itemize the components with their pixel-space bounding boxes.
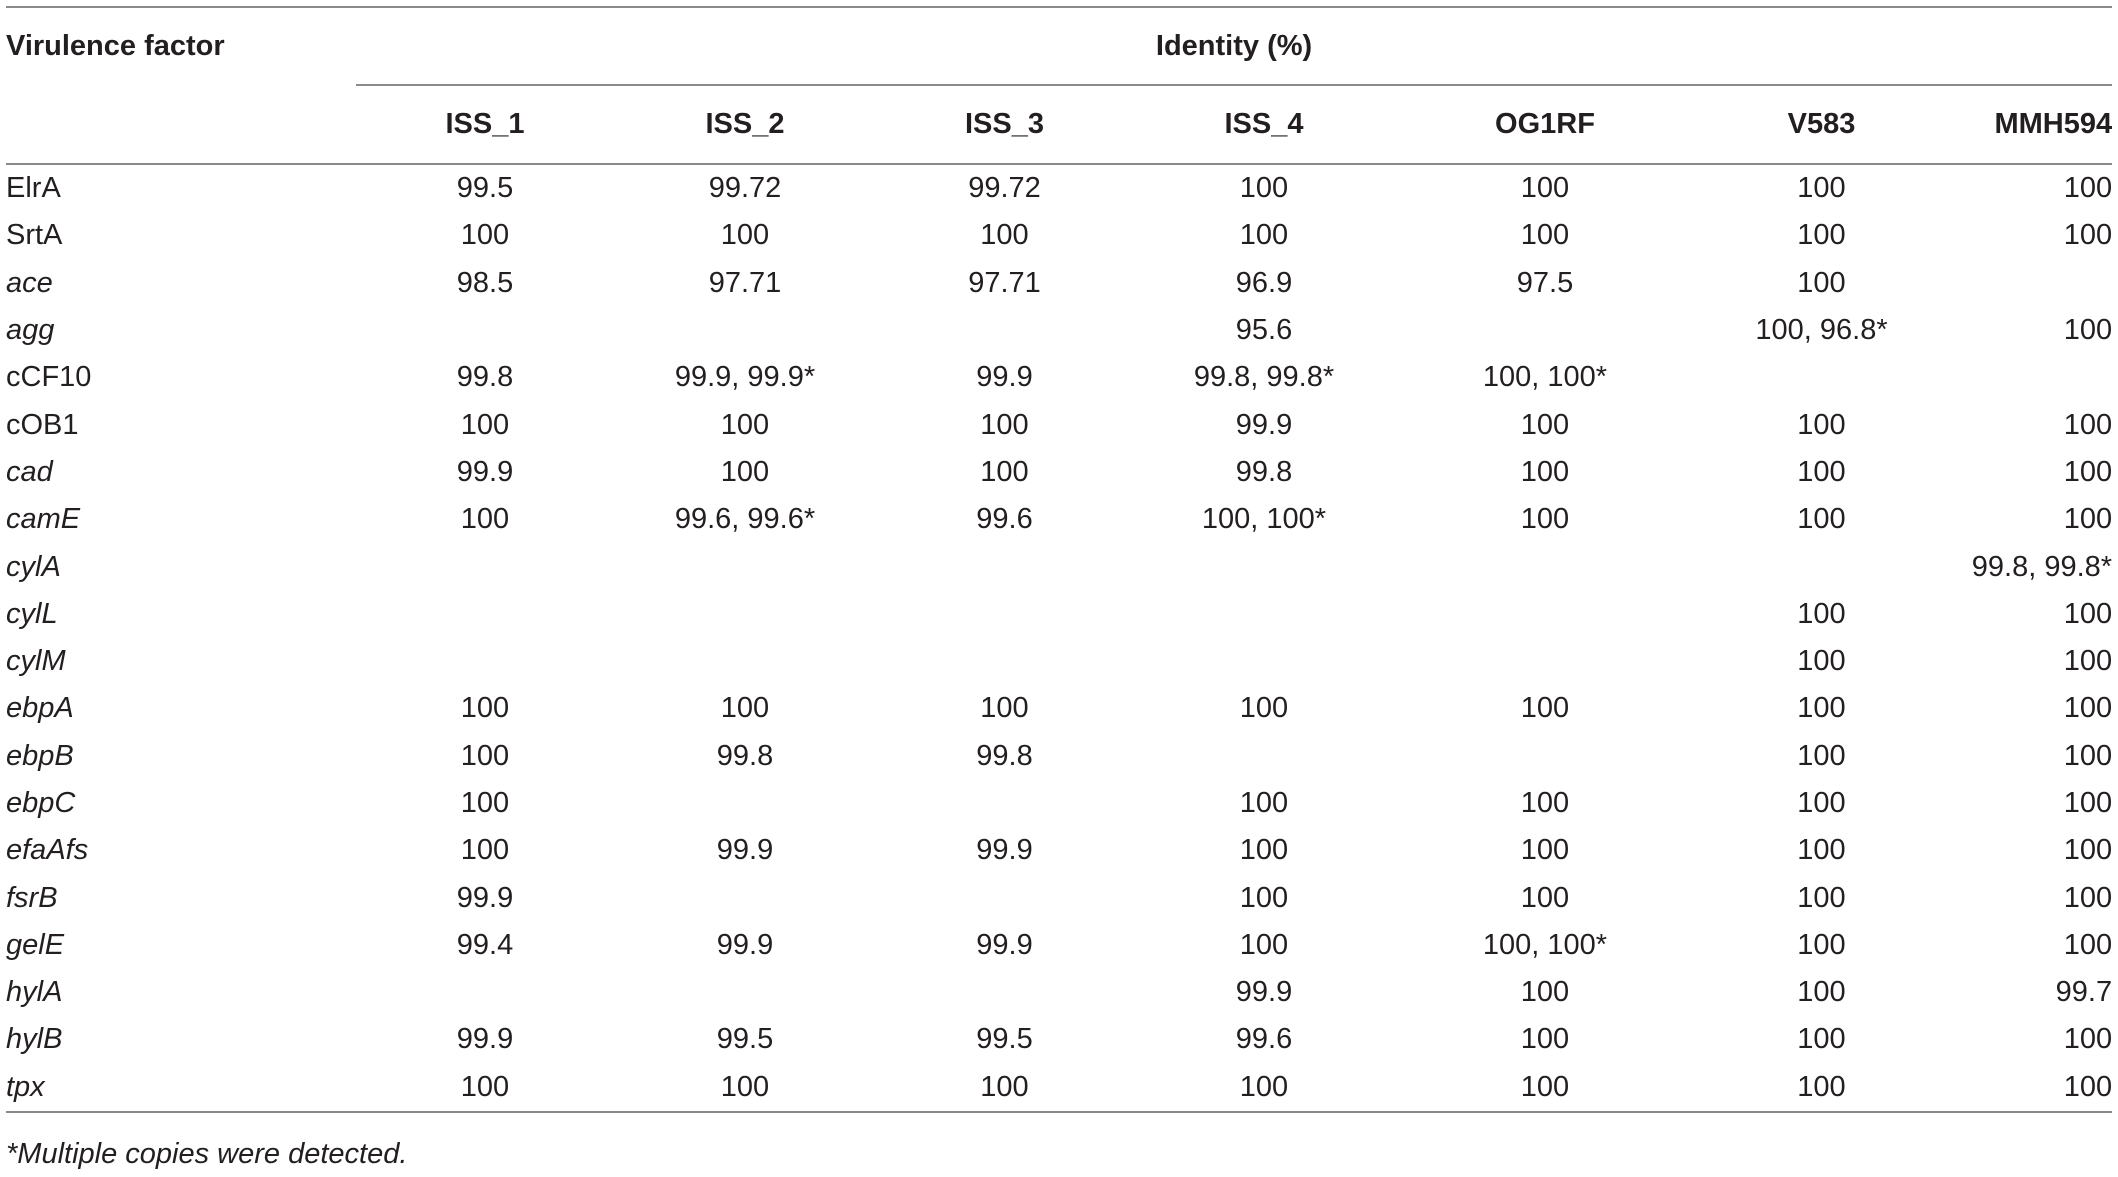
identity-cell bbox=[876, 874, 1133, 921]
column-header: ISS_3 bbox=[876, 85, 1133, 164]
identity-cell bbox=[356, 638, 614, 685]
virulence-factor-name: cOB1 bbox=[6, 408, 79, 441]
identity-cell: 100 bbox=[1520, 503, 1570, 536]
table-row bbox=[6, 354, 2112, 401]
table-row bbox=[6, 496, 2112, 543]
identity-cell bbox=[1395, 638, 1695, 685]
identity-cell: 99.8, 99.8* bbox=[1193, 361, 1335, 394]
column-header: ISS_1 bbox=[356, 85, 614, 164]
identity-cell: 100 bbox=[720, 219, 770, 252]
table-row bbox=[6, 401, 2112, 448]
identity-cell bbox=[1395, 733, 1695, 780]
identity-cell bbox=[1133, 638, 1395, 685]
identity-cell: 100 bbox=[614, 1064, 876, 1112]
identity-cell: 99.9 bbox=[456, 455, 514, 488]
identity-cell: 100 bbox=[720, 692, 770, 725]
identity-cell: 99.4 bbox=[456, 928, 514, 961]
identity-cell: 100 bbox=[2063, 314, 2113, 347]
identity-cell: 100 bbox=[1797, 408, 1846, 441]
identity-cell bbox=[1395, 543, 1695, 590]
identity-cell: 100 bbox=[2063, 645, 2113, 678]
identity-cell: 95.6 bbox=[1235, 314, 1293, 347]
identity-cell: 100 bbox=[1520, 1023, 1570, 1056]
identity-cell: 100 bbox=[980, 408, 1029, 441]
identity-cell bbox=[1395, 307, 1695, 354]
identity-cell: 100 bbox=[1797, 1023, 1846, 1056]
identity-cell: 100 bbox=[1797, 692, 1846, 725]
table-row bbox=[6, 1016, 2112, 1063]
identity-cell: 100 bbox=[460, 739, 510, 772]
identity-cell: 100 bbox=[1520, 787, 1570, 819]
virulence-factor-name: ace bbox=[6, 266, 53, 299]
identity-cell bbox=[614, 969, 876, 1016]
identity-cell: 100 bbox=[1239, 787, 1289, 819]
identity-cell: 100 bbox=[1133, 1064, 1395, 1112]
header-row-strains bbox=[6, 85, 2112, 164]
identity-cell: 100, 96.8* bbox=[1755, 314, 1888, 347]
virulence-factor-name: SrtA bbox=[6, 219, 63, 252]
identity-cell: 99.6 bbox=[976, 503, 1033, 536]
identity-cell: 99.9 bbox=[456, 1023, 514, 1056]
identity-cell: 100 bbox=[460, 692, 510, 725]
identity-cell: 100 bbox=[460, 787, 510, 819]
identity-cell: 97.71 bbox=[708, 266, 782, 299]
identity-cell bbox=[1948, 354, 2112, 401]
identity-cell: 98.5 bbox=[456, 266, 514, 299]
header-spacer bbox=[6, 85, 356, 164]
identity-cell: 99.8 bbox=[976, 739, 1033, 772]
identity-cell: 100 bbox=[1797, 976, 1846, 1009]
identity-cell bbox=[614, 874, 876, 921]
virulence-factor-name: cad bbox=[6, 455, 53, 488]
virulence-factor-name: gelE bbox=[6, 928, 65, 961]
identity-cell: 100 bbox=[1239, 692, 1289, 725]
identity-cell: 99.9 bbox=[456, 881, 514, 914]
identity-cell: 96.9 bbox=[1235, 266, 1293, 299]
virulence-factor-name: tpx bbox=[6, 1064, 356, 1112]
table-row bbox=[6, 827, 2112, 874]
identity-cell: 100 bbox=[720, 455, 770, 488]
virulence-factor-name: efaAfs bbox=[6, 834, 89, 867]
identity-cell: 100 bbox=[460, 219, 510, 252]
identity-cell: 99.8 bbox=[1235, 455, 1293, 488]
identity-cell: 97.71 bbox=[968, 266, 1041, 299]
identity-cell: 100, 100* bbox=[1201, 503, 1327, 536]
virulence-factor-header: Virulence factor bbox=[6, 7, 356, 85]
identity-cell: 100 bbox=[1239, 881, 1289, 914]
virulence-factor-name: hylA bbox=[6, 976, 63, 1009]
identity-cell: 100 bbox=[1797, 219, 1846, 252]
identity-cell: 100 bbox=[2063, 692, 2113, 725]
virulence-factor-name: agg bbox=[6, 314, 55, 347]
identity-cell: 100 bbox=[1695, 1064, 1948, 1112]
identity-cell: 99.5 bbox=[976, 1023, 1033, 1056]
virulence-factor-name: cylA bbox=[6, 550, 61, 583]
identity-cell: 100 bbox=[2063, 787, 2113, 819]
table-row bbox=[6, 591, 2112, 638]
identity-cell: 100 bbox=[1520, 219, 1570, 252]
table-row bbox=[6, 733, 2112, 780]
identity-cell: 100 bbox=[1239, 834, 1289, 867]
identity-cell: 100 bbox=[1239, 928, 1289, 961]
identity-cell bbox=[1395, 591, 1695, 638]
identity-cell: 100 bbox=[1520, 976, 1570, 1009]
column-header: ISS_2 bbox=[614, 85, 876, 164]
identity-cell: 100 bbox=[980, 455, 1029, 488]
identity-cell: 100 bbox=[460, 503, 510, 536]
identity-cell: 100 bbox=[2063, 219, 2113, 252]
identity-cell bbox=[614, 307, 876, 354]
virulence-factor-name: cylM bbox=[6, 645, 66, 678]
identity-cell: 99.9 bbox=[976, 361, 1033, 394]
virulence-factor-name: cCF10 bbox=[6, 361, 92, 394]
identity-header: Identity (%) bbox=[356, 7, 2112, 85]
identity-cell: 100 bbox=[2063, 455, 2113, 488]
identity-cell: 100 bbox=[2063, 1023, 2113, 1056]
table-row bbox=[6, 874, 2112, 921]
virulence-factor-name: ebpC bbox=[6, 787, 76, 819]
identity-cell: 99.9 bbox=[1235, 408, 1293, 441]
virulence-identity-table bbox=[6, 6, 2112, 1113]
identity-cell bbox=[1133, 733, 1395, 780]
identity-cell: 100, 100* bbox=[1482, 361, 1608, 394]
virulence-factor-name: camE bbox=[6, 503, 81, 536]
identity-cell: 99.9 bbox=[976, 928, 1033, 961]
column-header: MMH594 bbox=[1948, 85, 2112, 164]
identity-cell: 100 bbox=[460, 834, 510, 867]
identity-cell bbox=[876, 638, 1133, 685]
identity-cell: 100 bbox=[2063, 597, 2113, 630]
identity-cell bbox=[1695, 354, 1948, 401]
identity-cell bbox=[876, 543, 1133, 590]
identity-cell: 100 bbox=[1520, 834, 1570, 867]
identity-cell: 99.9 bbox=[716, 834, 774, 867]
identity-cell: 100 bbox=[876, 1064, 1133, 1112]
table-row bbox=[6, 780, 2112, 827]
identity-cell: 100 bbox=[1520, 881, 1570, 914]
identity-cell: 99.9 bbox=[976, 834, 1033, 867]
identity-cell: 100 bbox=[980, 219, 1029, 252]
identity-cell bbox=[356, 543, 614, 590]
table-row bbox=[6, 164, 2112, 212]
identity-cell: 100 bbox=[1520, 408, 1570, 441]
identity-cell: 100 bbox=[1797, 928, 1846, 961]
identity-cell: 99.8, 99.8* bbox=[1971, 550, 2113, 583]
virulence-factor-name: hylB bbox=[6, 1023, 63, 1056]
virulence-factor-name: fsrB bbox=[6, 881, 58, 914]
identity-cell: 100 bbox=[1520, 692, 1570, 725]
identity-cell bbox=[1133, 591, 1395, 638]
identity-cell bbox=[876, 591, 1133, 638]
identity-cell: 100 bbox=[1797, 645, 1846, 678]
identity-cell: 99.72 bbox=[708, 172, 782, 205]
identity-cell: 99.72 bbox=[968, 172, 1041, 205]
column-header: OG1RF bbox=[1395, 85, 1695, 164]
identity-cell: 100 bbox=[1797, 172, 1846, 205]
identity-cell: 100 bbox=[1797, 834, 1846, 867]
virulence-factor-name: cylL bbox=[6, 597, 58, 630]
virulence-factor-name: ebpB bbox=[6, 739, 74, 772]
identity-cell bbox=[1695, 543, 1948, 590]
identity-cell: 100 bbox=[1797, 597, 1846, 630]
identity-cell: 100 bbox=[1797, 503, 1846, 536]
virulence-factor-name: ebpA bbox=[6, 692, 74, 725]
identity-cell: 100 bbox=[1395, 1064, 1695, 1112]
identity-cell: 100 bbox=[1797, 881, 1846, 914]
identity-cell: 100 bbox=[2063, 739, 2113, 772]
identity-cell: 100 bbox=[1239, 172, 1289, 205]
header-row-group bbox=[6, 7, 2112, 85]
identity-cell bbox=[614, 543, 876, 590]
identity-cell: 100 bbox=[1520, 172, 1570, 205]
identity-cell bbox=[1133, 543, 1395, 590]
table-footnote: *Multiple copies were detected. bbox=[6, 1138, 408, 1170]
identity-cell: 99.9, 99.9* bbox=[674, 361, 816, 394]
identity-cell: 100 bbox=[2063, 172, 2113, 205]
identity-cell: 99.8 bbox=[716, 739, 774, 772]
identity-cell: 100 bbox=[2063, 834, 2113, 867]
identity-cell: 100 bbox=[2063, 408, 2113, 441]
identity-cell: 100 bbox=[1797, 787, 1846, 819]
identity-cell: 100 bbox=[460, 408, 510, 441]
identity-cell: 100 bbox=[1239, 219, 1289, 252]
identity-cell: 100 bbox=[2063, 881, 2113, 914]
identity-cell: 100 bbox=[1797, 739, 1846, 772]
identity-cell: 100 bbox=[980, 692, 1029, 725]
table-row bbox=[6, 212, 2112, 259]
identity-cell: 100 bbox=[1797, 266, 1846, 299]
identity-cell: 99.5 bbox=[456, 172, 514, 205]
table-row bbox=[6, 1064, 2112, 1112]
identity-cell bbox=[876, 969, 1133, 1016]
identity-cell: 99.9 bbox=[1235, 976, 1293, 1009]
identity-cell: 99.6 bbox=[1235, 1023, 1293, 1056]
identity-cell bbox=[1948, 260, 2112, 307]
identity-cell: 100 bbox=[2063, 503, 2113, 536]
identity-cell: 100 bbox=[1797, 455, 1846, 488]
table-row bbox=[6, 260, 2112, 307]
identity-cell: 100, 100* bbox=[1482, 928, 1608, 961]
identity-cell bbox=[876, 307, 1133, 354]
identity-cell: 99.5 bbox=[716, 1023, 774, 1056]
table-row bbox=[6, 685, 2112, 732]
identity-cell: 100 bbox=[2063, 928, 2113, 961]
column-header: ISS_4 bbox=[1133, 85, 1395, 164]
identity-cell: 100 bbox=[1520, 455, 1570, 488]
identity-cell: 100 bbox=[1948, 1064, 2112, 1112]
identity-cell bbox=[356, 969, 614, 1016]
identity-cell bbox=[356, 307, 614, 354]
identity-cell: 99.6, 99.6* bbox=[674, 503, 816, 536]
identity-cell bbox=[614, 591, 876, 638]
table-row bbox=[6, 922, 2112, 969]
identity-cell: 100 bbox=[720, 408, 770, 441]
table-row bbox=[6, 638, 2112, 685]
table-body bbox=[6, 164, 2112, 1112]
virulence-factor-name: ElrA bbox=[6, 172, 61, 205]
table-row bbox=[6, 969, 2112, 1016]
column-header: V583 bbox=[1695, 85, 1948, 164]
table-row bbox=[6, 307, 2112, 354]
identity-cell bbox=[614, 638, 876, 685]
identity-cell: 97.5 bbox=[1516, 266, 1574, 299]
identity-cell: 99.9 bbox=[716, 928, 774, 961]
identity-cell bbox=[356, 591, 614, 638]
identity-cell bbox=[614, 780, 876, 827]
identity-cell bbox=[876, 780, 1133, 827]
table-row bbox=[6, 543, 2112, 590]
identity-cell: 99.7 bbox=[2055, 976, 2113, 1009]
identity-cell: 99.8 bbox=[456, 361, 514, 394]
identity-cell: 100 bbox=[356, 1064, 614, 1112]
table-row bbox=[6, 449, 2112, 496]
